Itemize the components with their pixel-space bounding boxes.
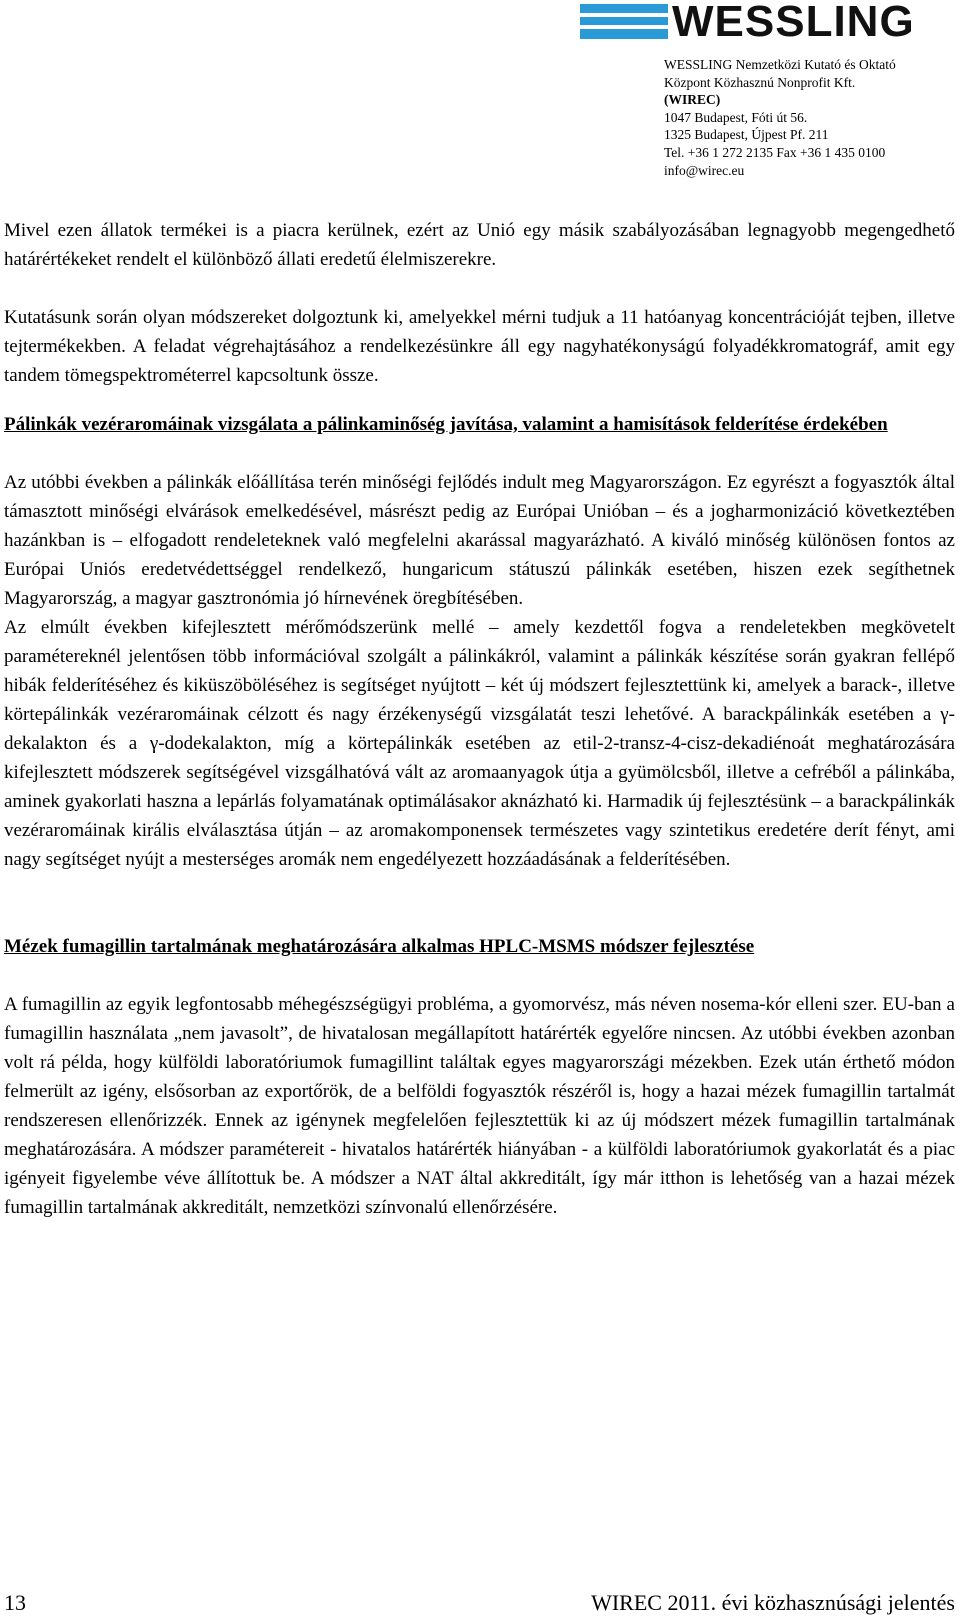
- logo-wordmark: WESSLING: [672, 0, 915, 46]
- address-line: Központ Közhasznú Nonprofit Kft.: [664, 74, 856, 90]
- report-title: WIREC 2011. évi közhasznúsági jelentés: [591, 1590, 955, 1615]
- address-line: 1047 Budapest, Fóti út 56.: [664, 109, 808, 125]
- address-line: WESSLING Nemzetközi Kutató és Oktató: [664, 57, 896, 72]
- logo-mark-icon: [580, 4, 668, 40]
- paragraph: Az utóbbi években a pálinkák előállítása terén minőségi fejlődés indult meg Magyarországon. Ez egyrészt a fogyasztók által támasztott minőségi elvárások emelkedésével, másrészt pedig az Európai Unióban – és a jogharmonizáció következtében hazánkban is – elfogadott rendeleteknek való megfelelni akarással magyarázható. A kiváló minőség különösen fontos az Európai Uniós eredetvédettséggel rendelkező, hungaricum státuszú pálinkák esetében, hiszen ezek segíthetnek Magyarország, a magyar gasztronómia jó hírnevének öregbítésében.: [4, 472, 955, 609]
- company-address: [664, 56, 896, 179]
- email-link[interactable]: info@wirec.eu: [664, 162, 745, 178]
- address-line: Tel. +36 1 272 2135 Fax +36 1 435 0100: [664, 144, 886, 160]
- page-footer: [4, 1590, 955, 1620]
- wessling-logo: [580, 0, 955, 46]
- page-number: 13: [4, 1590, 26, 1615]
- section-heading-palinka: Pálinkák vezéraromáinak vizsgálata a pálinkaminőség javítása, valamint a hamisítások felderítése érdekében: [4, 414, 888, 435]
- paragraph: Az elmúlt években kifejlesztett mérőmódszerünk mellé – amely kezdettől fogva a rendeletekben megkövetelt paramétereknél jelentősen több információval szolgált a pálinkákról, valamint a pálinkák készítése során gyakran fellépő hibák felderítéséhez és kiküszöböléséhez is segítséget nyújtott – két új módszert fejlesztettünk ki, amelyek a barack-, illetve körtepálinkák vezéraromáinak célzott és nagy érzékenységű vizsgálatát teszi lehetővé. A barackpálinkák esetében a γ-dekalakton és a γ-dodekalakton, míg a körtepálinkák esetében az etil-2-transz-4-cisz-dekadiénoát meghatározására kifejlesztett módszerek segítségével vizsgálhatóvá vált az aromaanyagok útja a gyümölcsből, illetve a cefréből a pálinkába, aminek gyakorlati haszna a lepárlás folyamatának optimálásakor aknázható ki. Harmadik új fejlesztésünk – a barackpálinkák vezéraromáinak királis elválasztása útján – az aromakomponensek természetes vagy szintetikus eredetére derít fényt, ami nagy segítséget nyújt a mesterséges aromák nem engedélyezett hozzáadásának a felderítésében.: [4, 617, 955, 870]
- paragraph: A fumagillin az egyik legfontosabb méhegészségügyi probléma, a gyomorvész, más néven nosema-kór elleni szer. EU-ban a fumagillin használata „nem javasolt”, de hivatalosan megállapított határérték egyelőre nincsen. Az utóbbi években azonban volt rá példa, hogy külföldi laboratóriumok fumagillint találtak egyes magyarországi mézekben. Ezek után érthető módon felmerült az igény, elsősorban az exportőrök, de a belföldi fogyasztók részéről is, hogy a hazai mézek fumagillin tartalmát rendszeresen ellenőrizzék. Ennek az igénynek megfelelően fejlesztettük ki az új módszert mézek fumagillin tartalmának meghatározására. A módszer paramétereit - hivatalos határérték hiányában - a külföldi laboratóriumok gyakorlatát és a piac igényeit figyelembe véve állítottuk be. A módszer a NAT által akkreditált, így már itthon is lehetőség van a hazai mézek fumagillin tartalmának akkreditált, nemzetközi színvonalú ellenőrzésére.: [4, 994, 955, 1218]
- document-body: [4, 216, 955, 1222]
- paragraph: Mivel ezen állatok termékei is a piacra kerülnek, ezért az Unió egy másik szabályozásában legnagyobb megengedhető határértékeket rendelt el különböző állati eredetű élelmiszerekre.: [4, 220, 955, 270]
- address-line: (WIREC): [664, 92, 721, 108]
- section-heading-fumagillin: Mézek fumagillin tartalmának meghatározására alkalmas HPLC-MSMS módszer fejlesztése: [4, 936, 755, 957]
- address-line: 1325 Budapest, Újpest Pf. 211: [664, 127, 829, 143]
- paragraph: Kutatásunk során olyan módszereket dolgoztunk ki, amelyekkel mérni tudjuk a 11 hatóanyag koncentrációját tejben, illetve tejtermékekben. A feladat végrehajtásához a rendelkezésünkre áll egy nagyhatékonyságú folyadékkromatográf, amit egy tandem tömegspektrométerrel kapcsoltunk össze.: [4, 307, 955, 386]
